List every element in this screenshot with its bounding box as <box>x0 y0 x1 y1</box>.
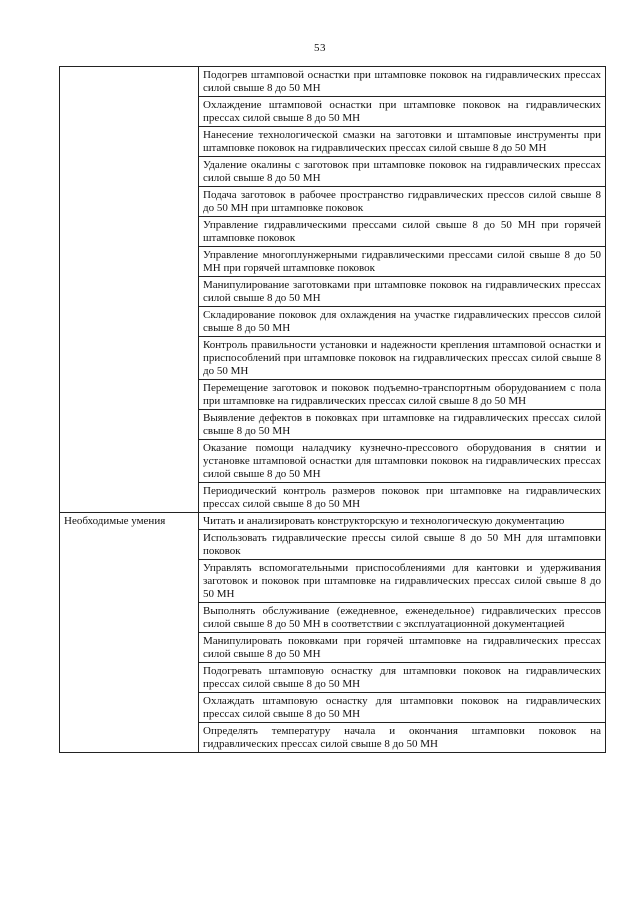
table-cell-item: Управление гидравлическими прессами силой свыше 8 до 50 МН при горячей штамповке поковок <box>199 217 606 247</box>
competency-table <box>59 66 606 753</box>
table-cell-item: Периодический контроль размеров поковок при штамповке на гидравлических прессах силой свыше 8 до 50 МН <box>199 483 606 513</box>
table-cell-item: Охлаждение штамповой оснастки при штамповке поковок на гидравлических прессах силой свыше 8 до 50 МН <box>199 97 606 127</box>
table-cell-item: Подогрев штамповой оснастки при штамповке поковок на гидравлических прессах силой свыше 8 до 50 МН <box>199 67 606 97</box>
table-cell-item: Охлаждать штамповую оснастку для штамповки поковок на гидравлических прессах силой свыше 8 до 50 МН <box>199 693 606 723</box>
table-cell-item: Управление многоплунжерными гидравлическими прессами силой свыше 8 до 50 МН при горячей штамповке поковок <box>199 247 606 277</box>
table-cell-item: Управлять вспомогательными приспособлениями для кантовки и удерживания заготовок и поковок при штамповке на гидравлических прессах силой свыше 8 до 50 МН <box>199 560 606 603</box>
table-cell-item: Подогревать штамповую оснастку для штамповки поковок на гидравлических прессах силой свыше 8 до 50 МН <box>199 663 606 693</box>
table-cell-item: Нанесение технологической смазки на заготовки и штамповые инструменты при штамповке поковок на гидравлических прессах силой свыше 8 до 50 МН <box>199 127 606 157</box>
section-label-cell <box>60 67 199 513</box>
table-cell-item: Складирование поковок для охлаждения на участке гидравлических прессов силой свыше 8 до 50 МН <box>199 307 606 337</box>
table-cell-item: Определять температуру начала и окончания штамповки поковок на гидравлических прессах силой свыше 8 до 50 МН <box>199 723 606 753</box>
table-cell-item: Удаление окалины с заготовок при штамповке поковок на гидравлических прессах силой свыше 8 до 50 МН <box>199 157 606 187</box>
table-row <box>60 513 606 530</box>
table-cell-item: Выполнять обслуживание (ежедневное, еженедельное) гидравлических прессов силой свыше 8 до 50 МН в соответствии с эксплуатационной документацией <box>199 603 606 633</box>
section-label: Необходимые умения <box>64 515 166 527</box>
table-cell-item: Манипулировать поковками при горячей штамповке на гидравлических прессах силой свыше 8 до 50 МН <box>199 633 606 663</box>
table-cell-item: Оказание помощи наладчику кузнечно-прессового оборудования в снятии и установке штамповой оснастки для штамповки поковок на гидравлических прессах силой свыше 8 до 50 МН <box>199 440 606 483</box>
page-number: 53 <box>314 42 326 54</box>
section-label-cell <box>60 513 199 753</box>
table-row <box>60 67 606 97</box>
competency-table-body <box>60 67 606 753</box>
table-cell-item: Контроль правильности установки и надежности крепления штамповой оснастки и приспособлений при штамповке поковок на гидравлических прессах силой свыше 8 до 50 МН <box>199 337 606 380</box>
table-cell-item: Выявление дефектов в поковках при штамповке на гидравлических прессах силой свыше 8 до 50 МН <box>199 410 606 440</box>
table-cell-item: Использовать гидравлические прессы силой свыше 8 до 50 МН для штамповки поковок <box>199 530 606 560</box>
table-cell-item: Подача заготовок в рабочее пространство гидравлических прессов силой свыше 8 до 50 МН при штамповке поковок <box>199 187 606 217</box>
table-cell-item: Перемещение заготовок и поковок подъемно-транспортным оборудованием с пола при штамповке на гидравлических прессах силой свыше 8 до 50 МН <box>199 380 606 410</box>
table-cell-item: Читать и анализировать конструкторскую и технологическую документацию <box>199 513 606 530</box>
table-cell-item: Манипулирование заготовками при штамповке поковок на гидравлических прессах силой свыше 8 до 50 МН <box>199 277 606 307</box>
